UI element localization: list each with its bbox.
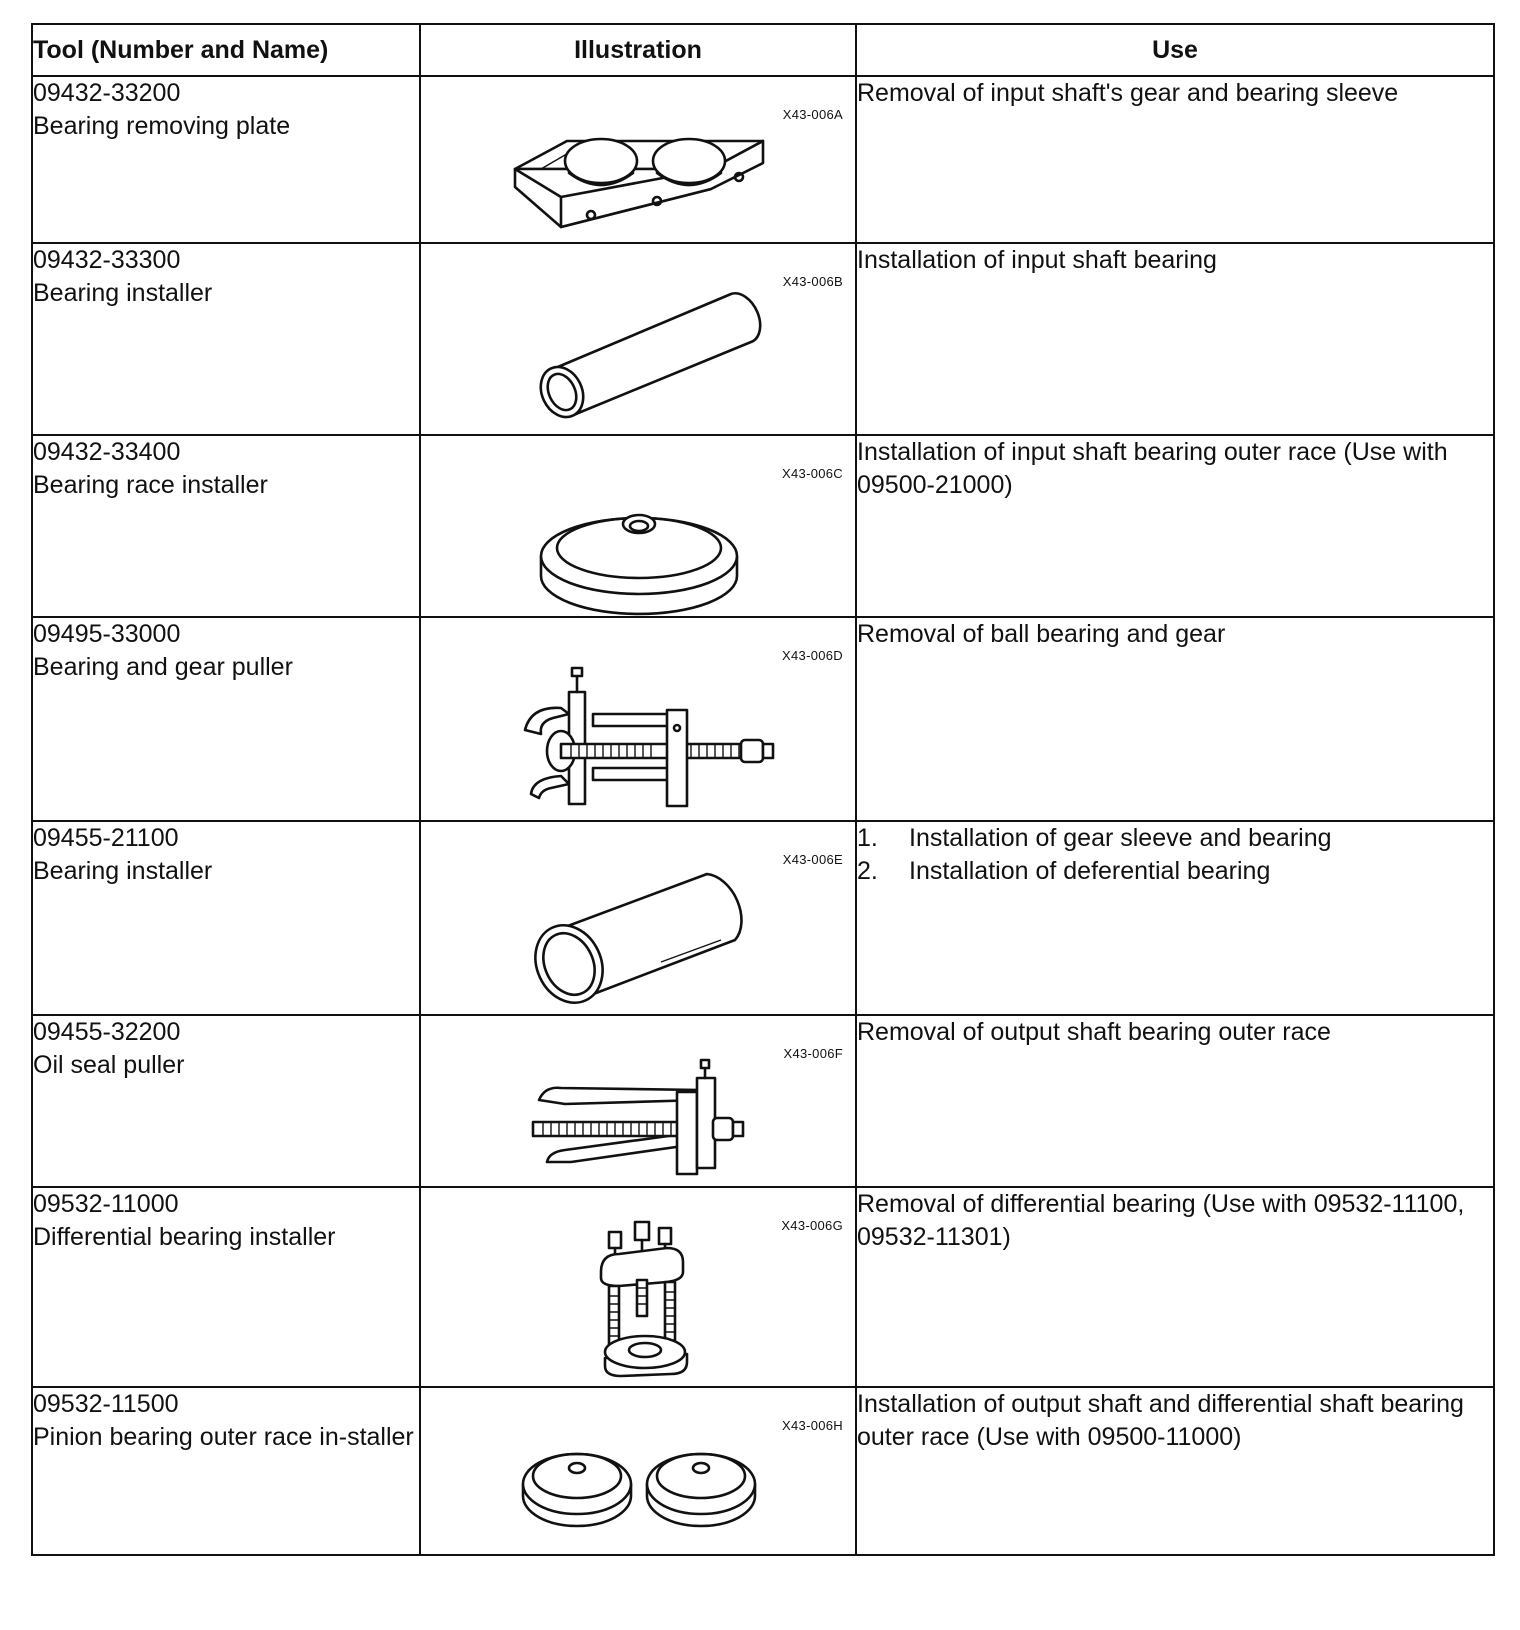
tool-number: 09432-33400 (33, 438, 181, 466)
illustration-cell (420, 1187, 856, 1387)
illustration-cell (420, 243, 856, 435)
use-list (857, 822, 1493, 888)
use-cell: Installation of output shaft and differential shaft bearing outer race (Use with 09500-11000) (856, 1387, 1494, 1555)
bearing-installer-tube-icon (421, 244, 857, 434)
figure-code: X43-006A (782, 107, 843, 122)
tool-name: Pinion bearing outer race in-staller (33, 1423, 414, 1451)
illustration-cell (420, 435, 856, 617)
tool-name: Bearing and gear puller (33, 653, 293, 681)
tool-cell (32, 76, 420, 243)
table-row (32, 821, 1494, 1015)
tool-number: 09455-21100 (33, 824, 179, 852)
bearing-removing-plate-icon (421, 77, 857, 242)
differential-bearing-installer-icon (421, 1188, 857, 1386)
use-cell: Installation of input shaft bearing (856, 243, 1494, 435)
tool-name: Bearing installer (33, 279, 213, 307)
figure-code: X43-006E (782, 852, 843, 867)
list-item-text: Installation of deferential bearing (909, 857, 1271, 885)
tool-number: 09532-11000 (33, 1190, 179, 1218)
oil-seal-puller-icon (421, 1016, 857, 1186)
figure-code: X43-006C (782, 466, 843, 481)
list-item-number: 2. (857, 857, 878, 885)
tool-cell (32, 617, 420, 821)
list-item (857, 855, 1493, 888)
table-row (32, 1187, 1494, 1387)
tool-name: Differential bearing installer (33, 1223, 336, 1251)
list-item-text: Installation of gear sleeve and bearing (909, 824, 1332, 852)
tool-name: Bearing removing plate (33, 112, 291, 140)
use-cell (856, 821, 1494, 1015)
use-cell: Removal of ball bearing and gear (856, 617, 1494, 821)
tool-cell (32, 821, 420, 1015)
list-item-number: 1. (857, 824, 878, 852)
special-tools-sheet (31, 23, 1495, 1556)
column-header-tool: Tool (Number and Name) (32, 24, 420, 76)
table-header-row (32, 24, 1494, 76)
illustration-cell (420, 1387, 856, 1555)
tool-name: Bearing installer (33, 857, 213, 885)
use-cell: Removal of input shaft's gear and bearing sleeve (856, 76, 1494, 243)
table-row (32, 1387, 1494, 1555)
table-row (32, 76, 1494, 243)
figure-code: X43-006B (782, 274, 843, 289)
bearing-race-installer-disc-icon (421, 436, 857, 616)
tool-number: 09455-32200 (33, 1018, 181, 1046)
illustration-cell (420, 76, 856, 243)
bearing-installer-tube-icon (421, 822, 857, 1014)
figure-code: X43-006G (781, 1218, 843, 1233)
use-cell: Removal of differential bearing (Use with 09532-11100, 09532-11301) (856, 1187, 1494, 1387)
column-header-use: Use (856, 24, 1494, 76)
tool-cell (32, 1015, 420, 1187)
tool-cell (32, 1187, 420, 1387)
table-row (32, 617, 1494, 821)
bearing-gear-puller-icon (421, 618, 857, 820)
table-row (32, 435, 1494, 617)
table-row (32, 1015, 1494, 1187)
illustration-cell (420, 821, 856, 1015)
list-item (857, 822, 1493, 855)
tool-cell (32, 435, 420, 617)
tool-number: 09532-11500 (33, 1390, 179, 1418)
tool-cell (32, 1387, 420, 1555)
tool-name: Oil seal puller (33, 1051, 185, 1079)
illustration-cell (420, 1015, 856, 1187)
use-cell: Installation of input shaft bearing outer race (Use with 09500-21000) (856, 435, 1494, 617)
tool-number: 09495-33000 (33, 620, 181, 648)
use-cell: Removal of output shaft bearing outer race (856, 1015, 1494, 1187)
column-header-illustration: Illustration (420, 24, 856, 76)
tool-number: 09432-33200 (33, 79, 181, 107)
tool-number: 09432-33300 (33, 246, 181, 274)
tool-name: Bearing race installer (33, 471, 268, 499)
figure-code: X43-006D (782, 648, 843, 663)
tool-cell (32, 243, 420, 435)
illustration-cell (420, 617, 856, 821)
pinion-race-installer-discs-icon (421, 1388, 857, 1554)
table-row (32, 243, 1494, 435)
figure-code: X43-006H (782, 1418, 843, 1433)
special-tools-table (31, 23, 1495, 1556)
figure-code: X43-006F (783, 1046, 843, 1061)
